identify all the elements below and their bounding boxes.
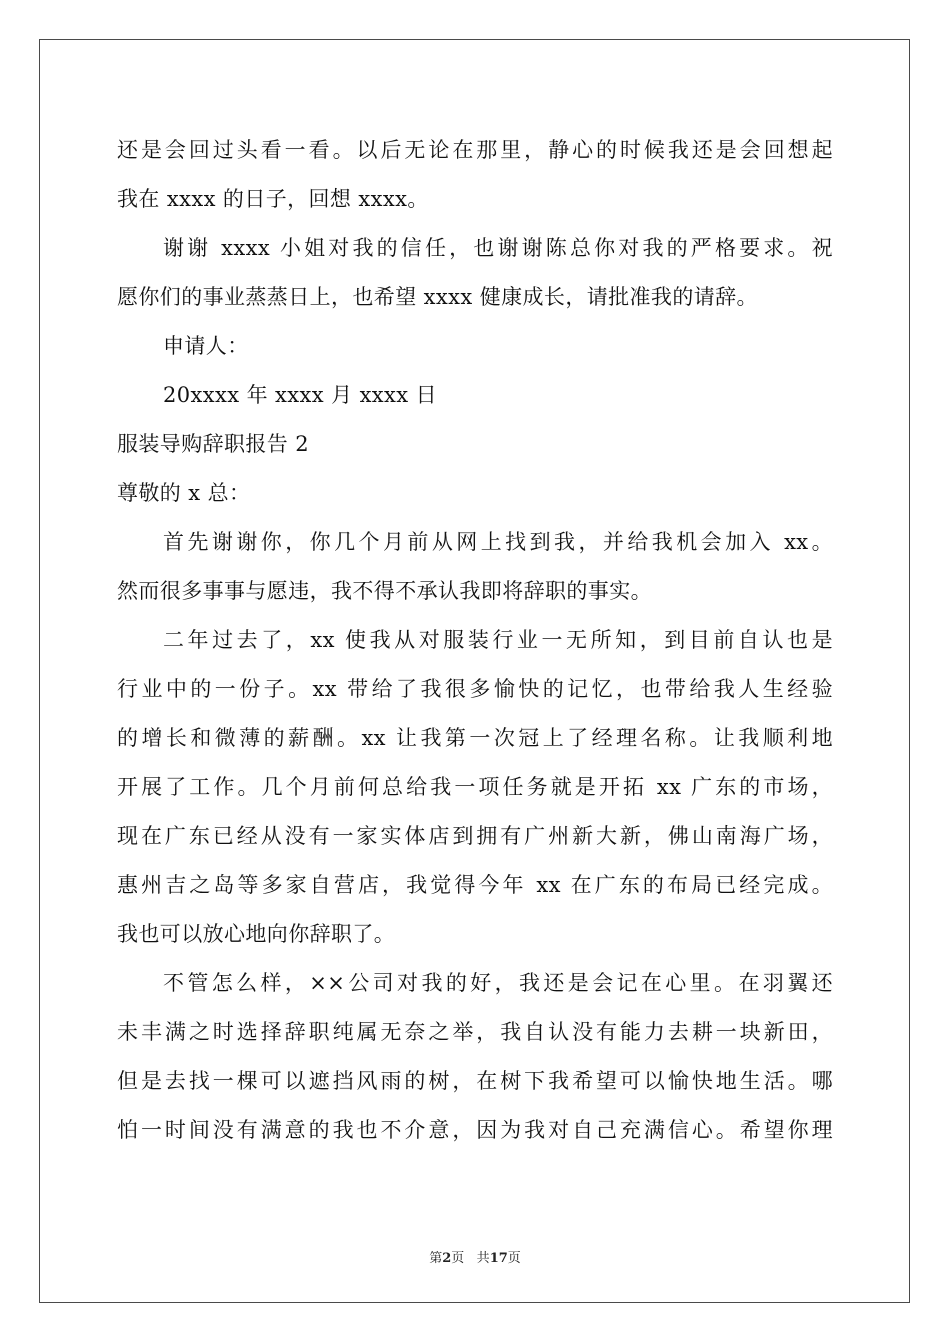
total-suffix: 页: [507, 1251, 521, 1266]
page-prefix: 第: [429, 1251, 443, 1266]
text-line: 愿你们的事业蒸蒸日上，也希望 xxxx 健康成长，请批准我的请辞。: [117, 285, 758, 309]
text-line: 行业中的一份子。xx 带给了我很多愉快的记忆，也带给我人生经验: [117, 677, 833, 701]
text-line: 申请人：: [163, 334, 249, 358]
text-line: 然而很多事事与愿违，我不得不承认我即将辞职的事实。: [117, 579, 652, 603]
text-line: 20xxxx 年 xxxx 月 xxxx 日: [163, 383, 438, 407]
text-line: 我在 xxxx 的日子，回想 xxxx。: [117, 187, 429, 211]
text-line: 惠州吉之岛等多家自营店，我觉得今年 xx 在广东的布局已经完成。: [117, 873, 833, 897]
text-line: 的增长和微薄的薪酬。xx 让我第一次冠上了经理名称。让我顺利地: [117, 726, 833, 750]
total-pages: 17: [489, 1251, 508, 1266]
text-line: 开展了工作。几个月前何总给我一项任务就是开拓 xx 广东的市场，: [117, 775, 833, 799]
text-line: 怕一时间没有满意的我也不介意，因为我对自己充满信心。希望你理: [117, 1118, 833, 1142]
text-line: 现在广东已经从没有一家实体店到拥有广州新大新，佛山南海广场，: [117, 824, 833, 848]
total-prefix: 共: [476, 1251, 490, 1266]
document-body: [117, 126, 833, 1155]
text-line: 我也可以放心地向你辞职了。: [117, 922, 396, 946]
text-line: 尊敬的 x 总：: [117, 481, 251, 505]
page-number: 2: [442, 1251, 452, 1266]
text-line: 二年过去了，xx 使我从对服装行业一无所知，到目前自认也是: [163, 628, 833, 652]
text-line: 谢谢 xxxx 小姐对我的信任，也谢谢陈总你对我的严格要求。祝: [163, 236, 833, 260]
text-line: 服装导购辞职报告 2: [117, 432, 310, 456]
page-suffix: 页: [451, 1251, 465, 1266]
text-line: 还是会回过头看一看。以后无论在那里，静心的时候我还是会回想起: [117, 138, 833, 162]
text-line: 未丰满之时选择辞职纯属无奈之举，我自认没有能力去耕一块新田，: [117, 1020, 833, 1044]
text-line: 首先谢谢你，你几个月前从网上找到我，并给我机会加入 xx。: [163, 530, 833, 554]
page-footer: [0, 1247, 950, 1266]
text-line: 不管怎么样，××公司对我的好，我还是会记在心里。在羽翼还: [163, 971, 833, 995]
text-line: 但是去找一棵可以遮挡风雨的树，在树下我希望可以愉快地生活。哪: [117, 1069, 833, 1093]
